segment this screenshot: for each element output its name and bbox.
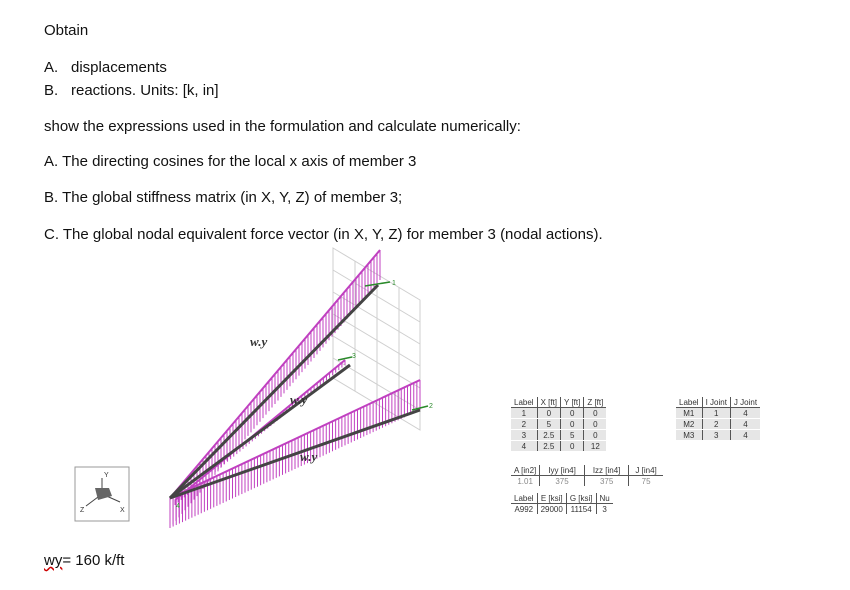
col-header: Z [ft] bbox=[584, 397, 607, 408]
node-label: 1 bbox=[392, 280, 396, 287]
node-label: 4 bbox=[176, 503, 180, 510]
node-label: 2 bbox=[429, 403, 433, 410]
list-marker: A. bbox=[44, 59, 59, 76]
load-label: w.y bbox=[250, 334, 268, 349]
col-header: Label bbox=[511, 493, 537, 504]
col-header: I Joint bbox=[702, 397, 730, 408]
col-header: Izz [in4] bbox=[584, 465, 629, 476]
section-table bbox=[511, 465, 663, 486]
table-row: A992 29000 11154 3 bbox=[511, 504, 613, 515]
table-row: M2 2 4 bbox=[676, 419, 760, 430]
col-header: Label bbox=[676, 397, 702, 408]
load-note bbox=[44, 552, 124, 569]
load-label: w.y bbox=[290, 392, 308, 407]
axis-label-z: Z bbox=[80, 507, 85, 514]
col-header: E [ksi] bbox=[537, 493, 566, 504]
col-header: Label bbox=[511, 397, 537, 408]
axis-triad bbox=[75, 467, 129, 521]
supports bbox=[338, 282, 428, 410]
col-header: J [in4] bbox=[629, 465, 663, 476]
list-text: displacements bbox=[71, 59, 167, 76]
col-header: X [ft] bbox=[537, 397, 560, 408]
col-header: A [in2] bbox=[511, 465, 540, 476]
members-table bbox=[676, 397, 760, 441]
col-header: J Joint bbox=[730, 397, 760, 408]
col-header: Iyy [in4] bbox=[540, 465, 585, 476]
task-b: B. The global stiffness matrix (in X, Y, Z) of member 3; bbox=[44, 189, 403, 206]
instruction: show the expressions used in the formulation and calculate numerically: bbox=[44, 118, 521, 135]
joints-table bbox=[511, 397, 606, 452]
material-table bbox=[511, 493, 613, 514]
table-row: 3 2.5 5 0 bbox=[511, 430, 606, 441]
task-a: A. The directing cosines for the local x axis of member 3 bbox=[44, 153, 417, 170]
col-header: Y [ft] bbox=[561, 397, 584, 408]
table-row: 4 2.5 0 12 bbox=[511, 441, 606, 452]
table-row: 1.01 375 375 75 bbox=[511, 476, 663, 487]
load-symbol: wy bbox=[44, 552, 63, 569]
member-1 bbox=[170, 285, 378, 498]
load-label: w.y bbox=[300, 449, 318, 464]
load-value: = 160 k/ft bbox=[62, 552, 125, 569]
axis-label-x: X bbox=[120, 507, 125, 514]
heading: Obtain bbox=[44, 22, 89, 39]
task-c: C. The global nodal equivalent force vector (in X, Y, Z) for member 3 (nodal actions). bbox=[44, 226, 603, 243]
table-row: 1 0 0 0 bbox=[511, 408, 606, 419]
col-header: G [ksi] bbox=[566, 493, 596, 504]
table-row: M1 1 4 bbox=[676, 408, 760, 419]
node-label: 3 bbox=[352, 353, 356, 360]
list-text: reactions. Units: [k, in] bbox=[71, 82, 219, 99]
table-row: 2 5 0 0 bbox=[511, 419, 606, 430]
col-header: Nu bbox=[596, 493, 613, 504]
axis-label-y: Y bbox=[104, 472, 109, 479]
table-row: M3 3 4 bbox=[676, 430, 760, 441]
list-marker: B. bbox=[44, 82, 59, 99]
